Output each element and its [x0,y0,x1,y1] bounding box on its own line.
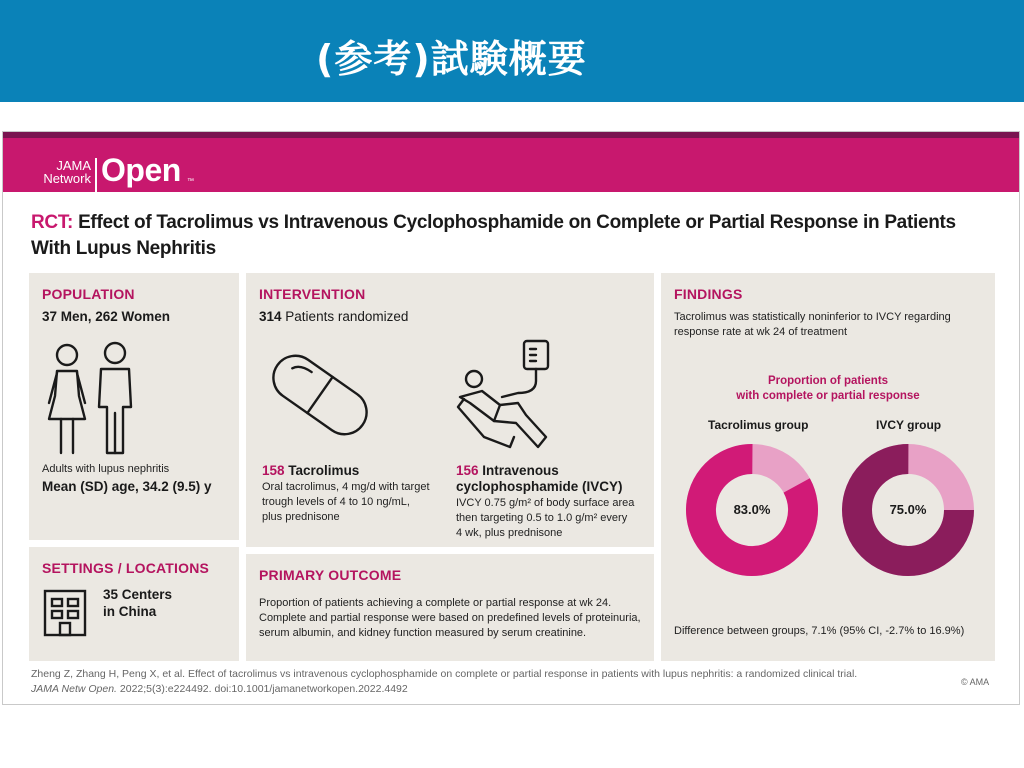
citation-line2 [31,683,408,695]
findings-line2: response rate at wk 24 of treatment [674,326,848,338]
arm2-name-1: Intravenous [482,463,559,478]
chart-title-line2: with complete or partial response [736,390,920,402]
donut-label-tacrolimus: Tacrolimus group [708,418,809,432]
findings-panel [661,273,995,661]
population-age: Mean (SD) age, 34.2 (9.5) y [42,479,212,494]
iv-infusion-icon [454,337,564,455]
primary-outcome-line2: Complete and partial response were based on predefined levels of proteinuria, [259,612,641,624]
donut-label-ivcy: IVCY group [876,418,942,432]
donut-value-tacrolimus: 83.0% [733,502,771,517]
slide-title: (参考)試験概要 [316,37,587,81]
slide-header [0,0,1024,102]
settings-line1: 35 Centers [103,587,173,602]
logo-network-text: Network [43,171,91,186]
findings-line1: Tacrolimus was statistically noninferior to IVCY regarding [674,311,951,323]
arm1-title [262,463,359,478]
population-panel [29,273,239,540]
arm1-desc-1: Oral tacrolimus, 4 mg/d with target [262,481,430,493]
citation-journal: JAMA Netw Open. [31,683,117,695]
intervention-panel [246,273,654,547]
settings-line2: in China [103,604,157,619]
arm2-title-1 [456,463,559,478]
findings-heading: FINDINGS [674,286,743,302]
logo-jama-text: JAMA [56,158,91,173]
capsule-icon [260,345,380,445]
copyright: © AMA [961,677,990,687]
arm2-desc-2: then targeting 0.5 to 1.0 g/m² every [456,512,628,524]
jama-network-logo [31,159,91,185]
headline-prefix: RCT: [31,212,74,233]
randomized-text: Patients randomized [285,309,409,324]
arm1-count: 158 [262,463,285,478]
arm1-name: Tacrolimus [288,463,360,478]
findings-difference: Difference between groups, 7.1% (95% CI, -2.7% to 16.9%) [674,625,965,637]
people-icon [43,341,143,461]
population-heading: POPULATION [42,286,135,302]
donut-value-ivcy: 75.0% [889,502,927,517]
brand-band [3,132,1019,192]
intervention-heading: INTERVENTION [259,286,366,302]
logo-open-text: Open [101,152,181,188]
chart-title-line1: Proportion of patients [767,375,889,387]
arm2-desc-3: 4 wk, plus prednisone [456,527,563,539]
arm2-name-2: cyclophosphamide (IVCY) [456,479,623,494]
arm2-desc-1: IVCY 0.75 g/m² of body surface area [456,497,635,509]
citation-line1: Zheng Z, Zhang H, Peng X, et al. Effect of tacrolimus vs intravenous cyclophosphamide on complete or partial response in patients with lupus nephritis: a randomized clinical trial. [31,668,858,680]
settings-heading: SETTINGS / LOCATIONS [42,560,210,576]
population-description: Adults with lupus nephritis [42,463,170,475]
infographic-card [2,131,1020,705]
randomized-count: 314 [259,309,282,324]
headline [31,210,991,262]
logo-trademark: ™ [187,178,194,185]
citation-details: 2022;5(3):e224492. doi:10.1001/jamanetworkopen.2022.4492 [119,683,408,695]
randomized-line [259,309,408,324]
building-icon [43,587,87,637]
arm1-desc-3: plus prednisone [262,511,340,523]
population-summary: 37 Men, 262 Women [42,309,171,324]
logo-divider [95,158,97,192]
arm2-count: 156 [456,463,479,478]
primary-outcome-line1: Proportion of patients achieving a complete or partial response at wk 24. [259,597,612,609]
primary-outcome-panel [246,554,654,661]
settings-panel [29,547,239,661]
headline-text: Effect of Tacrolimus vs Intravenous Cyclophosphamide on Complete or Partial Response in Patients With Lupus Nephritis [31,212,956,259]
arm1-desc-2: trough levels of 4 to 10 ng/mL, [262,496,410,508]
primary-outcome-heading: PRIMARY OUTCOME [259,567,402,583]
primary-outcome-line3: serum albumin, and kidney function measured by serum creatinine. [259,627,587,639]
